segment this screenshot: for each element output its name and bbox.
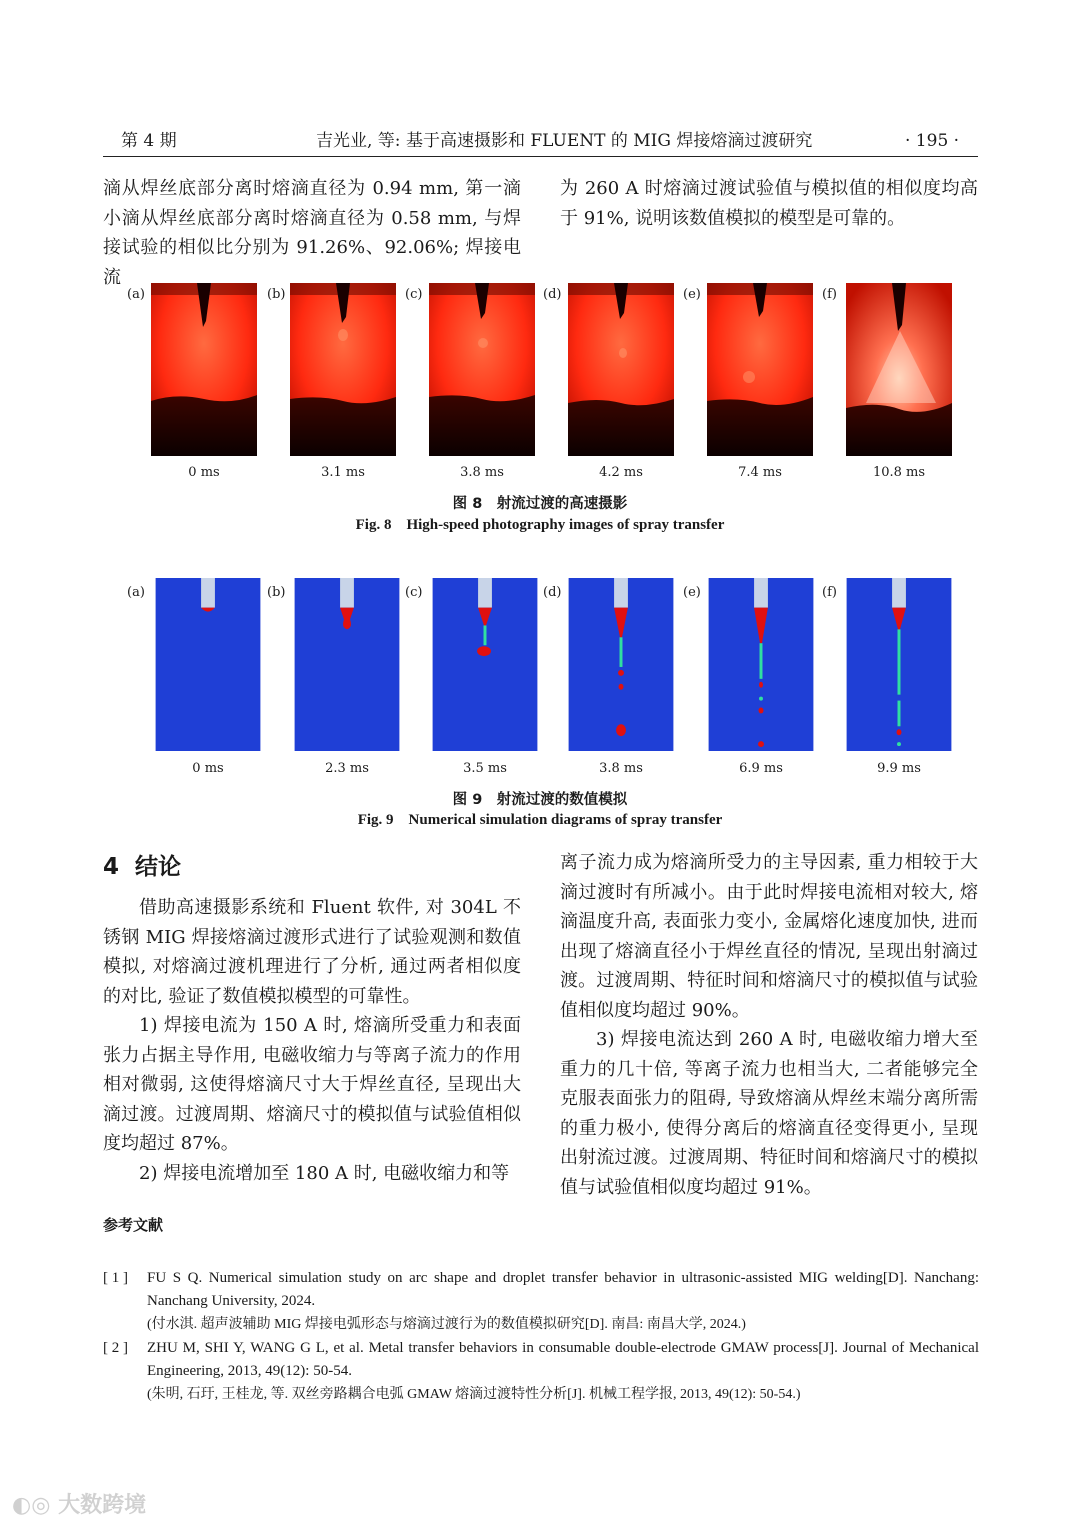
fig8-photo-a bbox=[151, 283, 257, 456]
fig8-time-f: 10.8 ms bbox=[872, 465, 926, 480]
reference-1-number: [ 1 ] bbox=[103, 1270, 128, 1286]
fig9-sim-e bbox=[708, 578, 814, 751]
fig9-sim-f bbox=[846, 578, 952, 751]
fig8-label-c: (c) bbox=[405, 287, 423, 302]
fig9-caption-en: Fig. 9 Numerical simulation diagrams of spray transfer bbox=[357, 812, 723, 828]
fig9-time-f: 9.9 ms bbox=[877, 761, 921, 776]
fig8-label-a: (a) bbox=[127, 287, 145, 302]
fig8-time-e: 7.4 ms bbox=[738, 465, 782, 480]
conclusion-paragraph-2: 1) 焊接电流为 150 A 时, 熔滴所受重力和表面张力占据主导作用, 电磁收缩力与等离子流力的作用相对微弱, 这使得熔滴尺寸大于焊丝直径, 呈现出大滴过渡。过渡周期、熔滴尺寸的模拟值与试验值相似度均超过 87%。 bbox=[103, 1015, 521, 1154]
fig8-time-a: 0 ms bbox=[188, 465, 220, 480]
conclusion-right-column bbox=[560, 848, 978, 1202]
fig8-photo-d bbox=[568, 283, 674, 456]
fig9-sim-b bbox=[294, 578, 400, 751]
fig8-photo-e bbox=[707, 283, 813, 456]
reference-2-number: [ 2 ] bbox=[103, 1340, 128, 1356]
fig8-photo-c bbox=[429, 283, 535, 456]
fig8-time-c: 3.8 ms bbox=[460, 465, 504, 480]
fig9-time-a: 0 ms bbox=[192, 761, 224, 776]
page-number: · 195 · bbox=[905, 131, 960, 151]
reference-1-text: FU S Q. Numerical simulation study on arc shape and droplet transfer behavior in ultrasonic-assisted MIG welding[D]. Nanchang: Nanchang University, 2024. bbox=[147, 1270, 979, 1309]
fig9-sim-c bbox=[432, 578, 538, 751]
fig9-label-a: (a) bbox=[127, 585, 145, 600]
fig8-caption-cn: 图 8 射流过渡的高速摄影 bbox=[452, 496, 628, 512]
fig9-sim-d bbox=[568, 578, 674, 751]
watermark-text: 大数跨境 bbox=[58, 1493, 147, 1518]
fig9-label-b: (b) bbox=[267, 585, 286, 600]
conclusion-paragraph-3-continued: 离子流力成为熔滴所受力的主导因素, 重力相较于大滴过渡时有所减小。由于此时焊接电流相对较大, 熔滴温度升高, 表面张力变小, 金属熔化速度加快, 进而出现了熔滴直径小于焊丝直径的情况, 呈现出射滴过渡。过渡周期、特征时间和熔滴尺寸的模拟值与试验值相似度均超过 90%。 bbox=[560, 852, 978, 1021]
fig9-time-c: 3.5 ms bbox=[463, 761, 507, 776]
reference-2-text: ZHU M, SHI Y, WANG G L, et al. Metal transfer behaviors in consumable double-electrode GMAW process[J]. Journal of Mechanical Engineering, 2013, 49(12): 50-54. bbox=[147, 1340, 979, 1379]
section-title: 结论 bbox=[135, 854, 182, 880]
conclusion-paragraph-4: 3) 焊接电流达到 260 A 时, 电磁收缩力增大至重力的几十倍, 等离子流力也相当大, 二者能够完全克服表面张力的阻碍, 导致熔滴从焊丝末端分离所需的重力极小, 使得分离后的熔滴直径变得更小, 呈现出射流过渡。过渡周期、特征时间和熔滴尺寸的模拟值与试验值相似度均超过 91%。 bbox=[560, 1029, 978, 1198]
fig9-time-e: 6.9 ms bbox=[739, 761, 783, 776]
fig9-time-d: 3.8 ms bbox=[599, 761, 643, 776]
reference-2-cn: (朱明, 石玗, 王桂龙, 等. 双丝旁路耦合电弧 GMAW 熔滴过渡特性分析[J]. 机械工程学报, 2013, 49(12): 50-54.) bbox=[147, 1387, 801, 1402]
intro-left-paragraph: 滴从焊丝底部分离时熔滴直径为 0.94 mm, 第一滴小滴从焊丝底部分离时熔滴直径为 0.58 mm, 与焊接试验的相似比分别为 91.26%、92.06%; 焊接电流 bbox=[103, 178, 521, 288]
fig8-label-f: (f) bbox=[822, 287, 837, 302]
fig9-label-d: (d) bbox=[543, 585, 562, 600]
header-rule bbox=[103, 156, 978, 157]
journal-issue: 第 4 期 bbox=[121, 131, 177, 151]
fig8-photo-b bbox=[290, 283, 396, 456]
fig9-label-f: (f) bbox=[822, 585, 837, 600]
watermark bbox=[12, 1488, 146, 1519]
section-heading bbox=[103, 848, 197, 881]
references-heading: 参考文献 bbox=[103, 1216, 164, 1234]
running-title: 吉光业, 等: 基于高速摄影和 FLUENT 的 MIG 焊接熔滴过渡研究 bbox=[316, 131, 813, 151]
fig8-time-b: 3.1 ms bbox=[321, 465, 365, 480]
fig9-caption-cn: 图 9 射流过渡的数值模拟 bbox=[452, 792, 628, 808]
conclusion-left-column bbox=[103, 893, 521, 1188]
intro-right-paragraph: 为 260 A 时熔滴过渡试验值与模拟值的相似度均高于 91%, 说明该数值模拟的模型是可靠的。 bbox=[560, 178, 978, 229]
fig8-label-e: (e) bbox=[683, 287, 701, 302]
fig8-label-d: (d) bbox=[543, 287, 562, 302]
fig9-time-b: 2.3 ms bbox=[325, 761, 369, 776]
section-number: 4 bbox=[103, 854, 120, 880]
fig9-label-c: (c) bbox=[405, 585, 423, 600]
fig8-photo-f bbox=[846, 283, 952, 456]
conclusion-paragraph-1: 借助高速摄影系统和 Fluent 软件, 对 304L 不锈钢 MIG 焊接熔滴过渡形式进行了试验观测和数值模拟, 对熔滴过渡机理进行了分析, 通过两者相似度的对比, 验证了数值模拟模型的可靠性。 bbox=[103, 897, 521, 1007]
fig9-sim-a bbox=[155, 578, 261, 751]
watermark-logo-icon: ◐◎ bbox=[12, 1493, 59, 1518]
fig8-time-d: 4.2 ms bbox=[599, 465, 643, 480]
fig8-caption-en: Fig. 8 High-speed photography images of spray transfer bbox=[355, 517, 725, 533]
conclusion-paragraph-3: 2) 焊接电流增加至 180 A 时, 电磁收缩力和等 bbox=[139, 1162, 510, 1184]
fig8-label-b: (b) bbox=[267, 287, 286, 302]
fig9-label-e: (e) bbox=[683, 585, 701, 600]
reference-1-cn: (付水淇. 超声波辅助 MIG 焊接电弧形态与熔滴过渡行为的数值模拟研究[D]. 南昌: 南昌大学, 2024.) bbox=[147, 1317, 746, 1332]
